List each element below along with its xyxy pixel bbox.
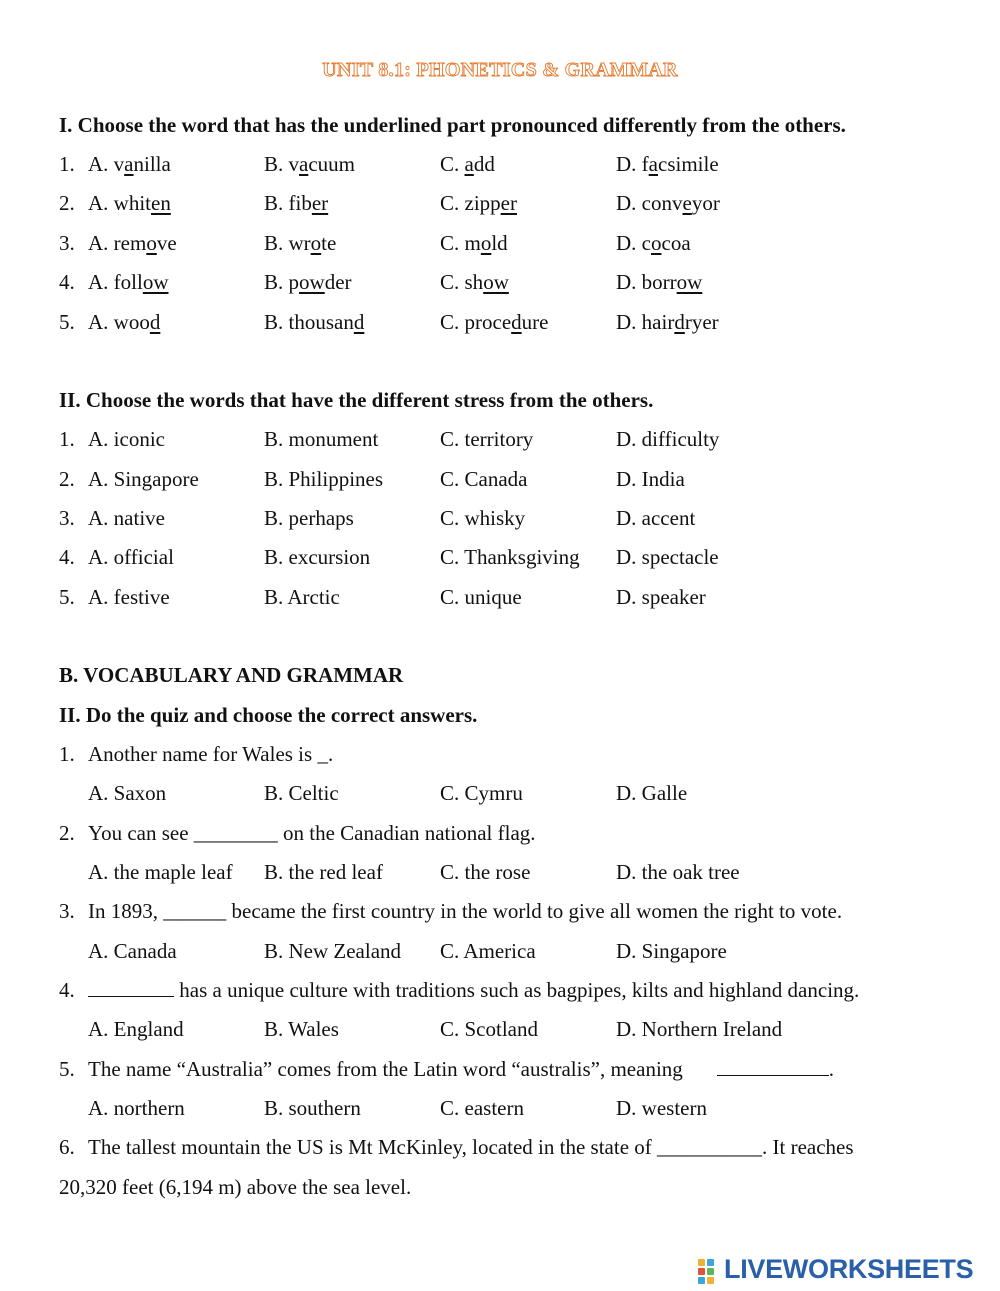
option-b[interactable]: B. southern [264, 1096, 361, 1120]
option-text: D. borr [616, 270, 677, 294]
option-b[interactable]: B. perhaps [264, 506, 354, 530]
option-text: D. hair [616, 310, 675, 334]
option-text: C. m [440, 231, 481, 255]
option-d[interactable]: D. Singapore [616, 939, 727, 963]
option-b[interactable]: B. Celtic [264, 781, 339, 805]
question-number: 4. [59, 978, 75, 1002]
phonetics-item-4 [59, 270, 1000, 300]
option-text: nilla [133, 152, 171, 176]
option-text: C. zipp [440, 191, 501, 215]
option-text: C. sh [440, 270, 484, 294]
question-number: 2. [59, 821, 75, 845]
option-c[interactable] [440, 152, 495, 177]
question-text: The tallest mountain the US is Mt McKinley, located in the state of __________. It reaches [88, 1135, 854, 1159]
option-text: A. foll [88, 270, 143, 294]
phonetics-item-3 [59, 231, 1000, 261]
option-text: B. wr [264, 231, 311, 255]
option-a[interactable] [88, 310, 160, 335]
option-text: der [324, 270, 352, 294]
question-6-continued: 20,320 feet (6,194 m) above the sea level. [59, 1175, 412, 1199]
option-a[interactable]: A. England [88, 1017, 184, 1041]
option-d[interactable]: D. western [616, 1096, 707, 1120]
question-2-options [59, 860, 1000, 890]
stress-item-2 [59, 467, 1000, 497]
underlined-part: d [511, 310, 522, 334]
option-a[interactable] [88, 191, 171, 216]
option-text: ve [156, 231, 177, 255]
question-number: 5. [59, 1057, 75, 1081]
page-title: UNIT 8.1: PHONETICS & GRAMMAR [322, 59, 678, 81]
option-a[interactable]: A. Singapore [88, 467, 199, 491]
question-number: 1. [59, 742, 75, 766]
answer-blank[interactable] [717, 1059, 829, 1076]
section-1-heading: I. Choose the word that has the underlined part pronounced differently from the others. [59, 113, 846, 137]
option-d[interactable] [616, 310, 719, 335]
underlined-part: a [124, 152, 134, 176]
option-a[interactable] [88, 270, 169, 295]
option-text: coa [661, 231, 691, 255]
underlined-part: o [480, 231, 492, 255]
item-number: 3. [59, 231, 75, 255]
option-text: csimile [658, 152, 719, 176]
option-c[interactable]: C. unique [440, 585, 522, 609]
question-text: You can see ________ on the Canadian national flag. [88, 821, 536, 845]
question-4-options [59, 1017, 1000, 1047]
stress-item-4 [59, 545, 1000, 575]
question-number: 6. [59, 1135, 75, 1159]
option-d[interactable] [616, 191, 720, 216]
option-d[interactable]: D. Galle [616, 781, 688, 805]
option-text: cuum [308, 152, 355, 176]
option-text: A. rem [88, 231, 147, 255]
option-c[interactable]: C. territory [440, 427, 534, 451]
option-b[interactable] [264, 270, 352, 295]
option-b[interactable] [264, 191, 328, 216]
option-text: C. [440, 152, 465, 176]
section-b-subheading: II. Do the quiz and choose the correct answers. [59, 703, 478, 727]
item-number: 2. [59, 191, 75, 215]
item-number: 5. [59, 310, 75, 334]
underlined-part: d [674, 310, 685, 334]
option-text: B. thousan [264, 310, 354, 334]
phonetics-item-1 [59, 152, 1000, 182]
option-a[interactable]: A. iconic [88, 427, 165, 451]
question-text: The name “Australia” comes from the Latin word “australis”, meaning [88, 1057, 683, 1081]
option-d[interactable]: D. Northern Ireland [616, 1017, 783, 1041]
option-d[interactable]: D. spectacle [616, 545, 719, 569]
option-b[interactable] [264, 152, 355, 177]
option-text: D. c [616, 231, 651, 255]
section-2-heading: II. Choose the words that have the different stress from the others. [59, 388, 654, 412]
option-text: D. f [616, 152, 649, 176]
option-text: ure [521, 310, 549, 334]
underlined-part: ow [483, 270, 509, 294]
section-b-heading: B. VOCABULARY AND GRAMMAR [59, 663, 404, 687]
option-d[interactable]: D. difficulty [616, 427, 720, 451]
answer-blank[interactable] [88, 980, 174, 997]
option-text: yor [691, 191, 720, 215]
option-c[interactable] [440, 270, 509, 295]
option-c[interactable]: C. Scotland [440, 1017, 538, 1041]
underlined-part: a [464, 152, 474, 176]
option-c[interactable]: C. eastern [440, 1096, 524, 1120]
option-c[interactable] [440, 231, 508, 256]
option-a[interactable] [88, 231, 177, 256]
option-text: ld [491, 231, 508, 255]
question-text: In 1893, ______ became the first country in the world to give all women the right to vote. [88, 899, 843, 923]
underlined-part: er [500, 191, 517, 215]
underlined-part: d [149, 310, 161, 334]
underlined-part: ow [299, 270, 325, 294]
logo-text: LIVEWORKSHEETS [724, 1254, 974, 1284]
item-number: 4. [59, 545, 75, 569]
option-text: C. proce [440, 310, 512, 334]
underlined-part: d [353, 310, 365, 334]
option-a[interactable] [88, 152, 171, 177]
option-a[interactable]: A. native [88, 506, 165, 530]
underlined-part: en [151, 191, 171, 215]
underlined-part: ow [676, 270, 703, 294]
option-b[interactable]: B. monument [264, 427, 379, 451]
question-1-options [59, 781, 1000, 811]
option-a[interactable]: A. northern [88, 1096, 185, 1120]
option-d[interactable] [616, 231, 691, 256]
question-text: Another name for Wales is _. [88, 742, 334, 766]
option-d[interactable]: D. speaker [616, 585, 706, 609]
option-c[interactable]: C. America [440, 939, 536, 963]
stress-item-3 [59, 506, 1000, 536]
item-number: 3. [59, 506, 75, 530]
option-d[interactable] [616, 270, 702, 295]
option-b[interactable]: B. the red leaf [264, 860, 383, 884]
item-number: 1. [59, 427, 75, 451]
stress-item-5 [59, 585, 1000, 615]
option-c[interactable] [440, 191, 517, 216]
option-d[interactable]: D. accent [616, 506, 696, 530]
option-a[interactable]: A. Canada [88, 939, 177, 963]
option-text: dd [473, 152, 495, 176]
question-number: 3. [59, 899, 75, 923]
option-c[interactable]: C. Cymru [440, 781, 523, 805]
option-d[interactable]: D. India [616, 467, 685, 491]
option-c[interactable]: C. whisky [440, 506, 526, 530]
underlined-part: a [648, 152, 658, 176]
option-a[interactable]: A. the maple leaf [88, 860, 233, 884]
underlined-part: a [299, 152, 309, 176]
option-c[interactable]: C. Thanksgiving [440, 545, 580, 569]
option-text: A. whit [88, 191, 151, 215]
option-c[interactable]: C. Canada [440, 467, 528, 491]
question-5-options [59, 1096, 1000, 1126]
option-text: D. conv [616, 191, 683, 215]
option-b[interactable]: B. Arctic [264, 585, 340, 609]
option-text: ryer [684, 310, 719, 334]
logo-mark-icon [698, 1259, 724, 1285]
item-number: 5. [59, 585, 75, 609]
stress-item-1 [59, 427, 1000, 457]
option-d[interactable]: D. the oak tree [616, 860, 740, 884]
underlined-part: o [651, 231, 662, 255]
phonetics-item-5 [59, 310, 1000, 340]
underlined-part: o [146, 231, 157, 255]
option-b[interactable]: B. Philippines [264, 467, 384, 491]
question-text: has a unique culture with traditions such as bagpipes, kilts and highland dancing. [179, 978, 860, 1002]
option-b[interactable]: B. excursion [264, 545, 371, 569]
option-d[interactable] [616, 152, 719, 177]
option-b[interactable]: B. Wales [264, 1017, 339, 1041]
item-number: 4. [59, 270, 75, 294]
option-b[interactable] [264, 231, 336, 256]
question-3-options [59, 939, 1000, 969]
option-text: B. p [264, 270, 300, 294]
option-a[interactable]: A. festive [88, 585, 170, 609]
item-number: 1. [59, 152, 75, 176]
underlined-part: er [311, 191, 329, 215]
option-b[interactable]: B. New Zealand [264, 939, 402, 963]
option-text: B. fib [264, 191, 312, 215]
item-number: 2. [59, 467, 75, 491]
option-a[interactable]: A. Saxon [88, 781, 167, 805]
underlined-part: ow [142, 270, 169, 294]
option-text: A. woo [88, 310, 150, 334]
underlined-part: o [310, 231, 322, 255]
question-tail: . [828, 1057, 835, 1081]
option-b[interactable] [264, 310, 364, 335]
underlined-part: e [682, 191, 692, 215]
phonetics-item-2 [59, 191, 1000, 221]
option-a[interactable]: A. official [88, 545, 174, 569]
option-text: B. v [264, 152, 300, 176]
option-c[interactable] [440, 310, 548, 335]
option-c[interactable]: C. the rose [440, 860, 531, 884]
option-text: A. v [88, 152, 125, 176]
option-text: te [321, 231, 337, 255]
